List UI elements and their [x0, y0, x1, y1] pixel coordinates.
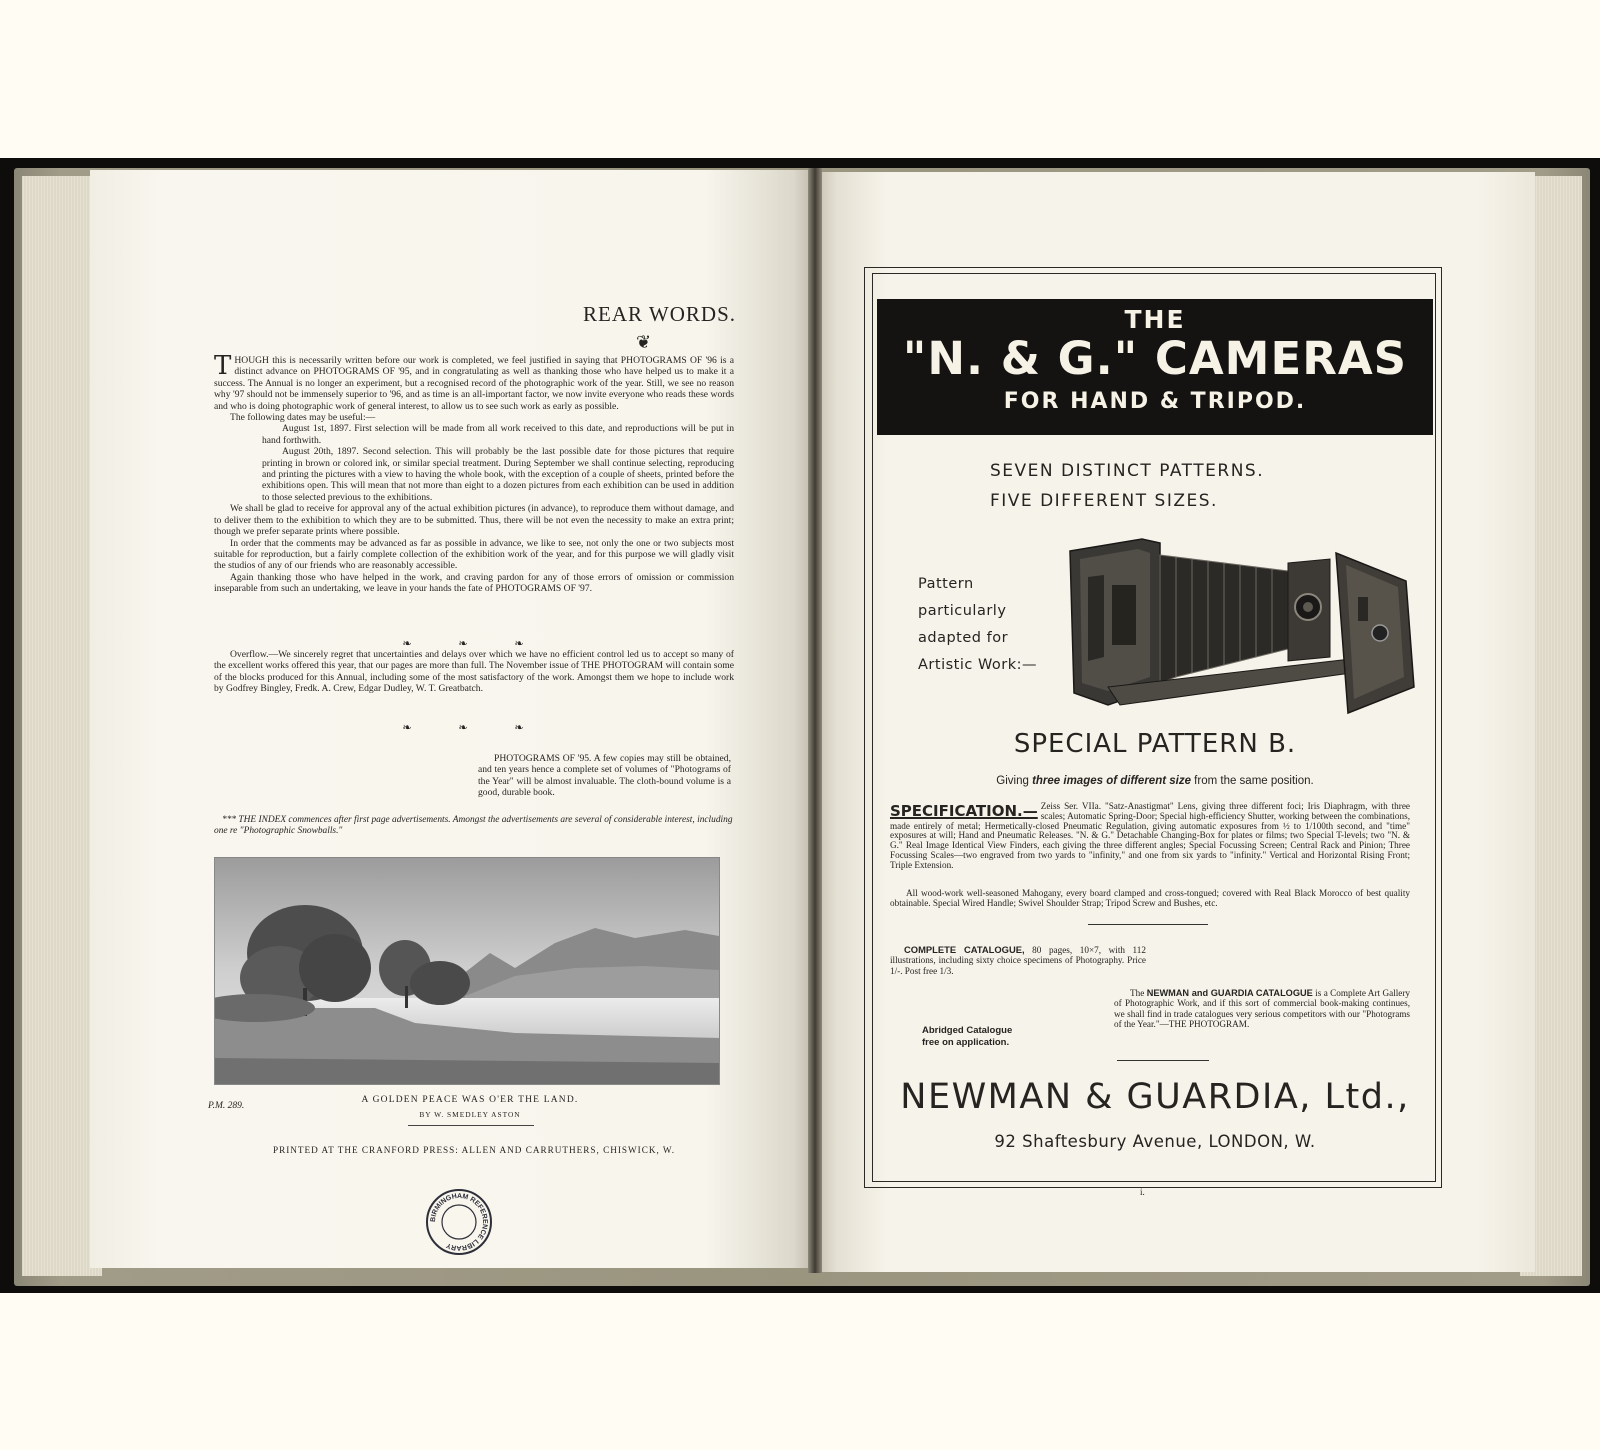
pattern-description	[918, 571, 1068, 679]
section-rule	[1088, 924, 1208, 925]
abridged-line: free on application.	[922, 1037, 1010, 1048]
camera-icon	[1068, 537, 1418, 717]
ng-prefix: The	[1130, 988, 1147, 998]
ornament-row: ❧ ❧ ❧	[402, 722, 546, 734]
specification-text: Zeiss Ser. VIIa. "Satz-Anastigmat" Lens, giving three different foci; Iris Diaphragm, with three scales; Automatic Spring-Door; Special high-efficiency Shutter, working between the combinations, made entirely of metal; Hermetically-closed Pneumatic Regulation, giving automatic exposures from ½ to 1/100th second, and "time" exposures at will; Hand and Pneumatic Releases. "N. & G." Detachable Changing-Box for plates or films; two Special T-levels; two "N. & G." Real Image Identical View Finders, each giving the three different angles; Special Focussing Screen; Central Rack and Pinion; Three Focussing Scales—two engraved from two yards to "infinity," and one from six yards to "infinity." Vertical and Horizontal Rising Front; Triple Extension.	[890, 801, 1410, 870]
banner-the: THE	[1124, 305, 1186, 334]
ornament-row: ❧ ❧ ❧	[402, 638, 546, 650]
overflow-note: Overflow.—We sincerely regret that uncertainties and delays over which we have no efficient control led us to accept so many of the excellent works offered this year, that our pages are more than full. The November issue of THE PHOTOGRAM will contain some of the blocks produced for this Annual, including some of the most satisfactory of the work. Amongst them we hope to include work by Godfrey Bingley, Fredk. A. Crew, Edgar Dudley, W. T. Greatbatch.	[214, 649, 734, 695]
landscape-photograph	[214, 857, 720, 1085]
abridged-line: Abridged Catalogue	[922, 1025, 1013, 1036]
special-pattern-heading: SPECIAL PATTERN B.	[1013, 729, 1297, 759]
catalogue-heading: COMPLETE CATALOGUE,	[904, 944, 1025, 955]
index-note: *** THE INDEX commences after first page advertisements. Amongst the advertisements are several of considerable interest, including one re "Photographic Snowballs."	[214, 815, 733, 837]
banner-cameras: "N. & G." CAMERAS	[902, 332, 1408, 385]
abridged-catalogue-note	[922, 1025, 1062, 1049]
date-entry: August 1st, 1897. First selection will be made from all work received to this date, and reproductions will be put in hand forthwith.	[262, 423, 734, 446]
pattern-line: Artistic Work:—	[918, 657, 1038, 673]
library-stamp-icon	[424, 1187, 494, 1257]
printer-imprint: PRINTED AT THE CRANFORD PRESS: ALLEN AND CARRUTHERS, CHISWICK, W.	[272, 1145, 676, 1155]
giving-prefix: Giving	[996, 775, 1033, 787]
specification-block	[890, 802, 1410, 871]
camera-illustration	[1068, 537, 1418, 717]
photo-caption-title: A GOLDEN PEACE WAS O'ER THE LAND.	[361, 1095, 579, 1105]
giving-line	[877, 775, 1433, 787]
pattern-line: Pattern	[918, 576, 974, 592]
catalogue-text: 80 pages, 10×7, with 112 illustrations, including sixty choice specimens of Photography. Price 1/-. Post free 1/3.	[890, 945, 1146, 976]
photograms-95-note: PHOTOGRAMS OF '95. A few copies may still be obtained, and ten years hence a complete set of volumes of "Photograms of the Year" will be almost invaluable. The cloth-bound volume is a good, durable book.	[478, 753, 731, 799]
fleuron-ornament: ❦	[636, 332, 652, 352]
sizes-line: FIVE DIFFERENT SIZES.	[990, 491, 1218, 511]
patterns-line: SEVEN DISTINCT PATTERNS.	[990, 461, 1265, 481]
section-rule	[1117, 1060, 1209, 1061]
ng-catalogue-quote	[1114, 988, 1410, 1030]
article-paragraph: The following dates may be useful:—	[230, 412, 376, 424]
ng-catalogue-name: NEWMAN and GUARDIA CATALOGUE	[1146, 988, 1313, 998]
photo-caption-credit: BY W. SMEDLEY ASTON	[419, 1110, 521, 1119]
company-name: NEWMAN & GUARDIA, Ltd.,	[900, 1077, 1410, 1117]
specification-heading: SPECIFICATION.—	[890, 802, 1038, 820]
article-paragraph: We shall be glad to receive for approval any of the actual exhibition pictures (in advance), to reproduce them without damage, and to deliver them to the exhibition to which they are to be submitted. Thus, there will be not even the necessity to make an extra print; though we prefer separate prints where possible.	[214, 503, 734, 538]
banner-subtitle: FOR HAND & TRIPOD.	[1003, 389, 1307, 414]
article-paragraph: Again thanking those who have helped in the work, and craving pardon for any of those errors of omission or commission inseparable from such an undertaking, we leave in your hands the fate of PHOTOGRAMS OF '97.	[214, 571, 734, 595]
complete-catalogue-note	[890, 945, 1146, 976]
svg-text:BIRMINGHAM REFERENCE LIBRARY	[430, 1193, 488, 1251]
library-stamp	[424, 1187, 494, 1257]
giving-suffix: from the same position.	[1190, 775, 1314, 787]
landscape-illustration	[215, 858, 719, 1084]
drop-cap: T	[214, 351, 232, 381]
pattern-line: adapted for	[918, 630, 1009, 646]
stamp-text: BIRMINGHAM REFERENCE LIBRARY	[429, 1192, 489, 1252]
book-gutter	[808, 168, 822, 1273]
ng-quote-text: is a Complete Art Gallery of Photographic Work, and if this sort of commercial book-making continues, we shall find in trade catalogues very serious competitors with our "Photograms of the Year."—THE PHOTOGRAM.	[1114, 988, 1411, 1030]
company-address: 92 Shaftesbury Avenue, LONDON, W.	[994, 1132, 1316, 1151]
article-paragraph	[214, 351, 734, 412]
page-title: REAR WORDS.	[583, 302, 736, 326]
caption-rule	[408, 1125, 534, 1126]
paragraph-text: HOUGH this is necessarily written before our work is completed, we feel justified in saying that PHOTOGRAMS OF '96 is a distinct advance on PHOTOGRAMS OF '95, and in congratulating as well as thanking those who have helped us to make it a success. The Annual is no longer an experiment, but a recognised record of the photographic work of the year. Still, we see no reason why '97 should not be immensely superior to '96, and as time is an all-important factor, we now invite everyone who reads these words and who is doing photographic work of general interest, to allow us to see such work as early as possible.	[214, 355, 734, 412]
main-article	[214, 351, 734, 595]
article-paragraph: In order that the comments may be advanced as far as possible in advance, we like to see, not only the one or two subjects most suitable for reproduction, but a fairly complete collection of the exhibition work of the year, and for this purpose we will gladly visit the studios of any of our friends who are reasonably accessible.	[214, 537, 734, 572]
page-folio: i.	[1140, 1187, 1145, 1197]
woodwork-note: All wood-work well-seasoned Mahogany, every board clamped and cross-tongued; covered with Real Black Morocco of best quality obtainable. Special Wired Handle; Swivel Shoulder Strap; Tripod Screw and Bushes, etc.	[890, 888, 1410, 909]
plate-number: P.M. 289.	[208, 1101, 245, 1111]
pattern-line: particularly	[918, 603, 1007, 619]
date-entry: August 20th, 1897. Second selection. This will probably be the last possible date for those pictures that require printing in brown or colored ink, or similar special treatment. During September we shall continue selecting, reproducing and printing the pictures with a view to having the whole book, with the exception of a couple of sheets, printed before the exhibitions open. This will mean that not more than eight to a dozen pictures from each exhibition can be used in addition to those selected previous to the exhibitions.	[262, 446, 734, 503]
giving-emphasis: three images of different size	[1032, 775, 1191, 787]
